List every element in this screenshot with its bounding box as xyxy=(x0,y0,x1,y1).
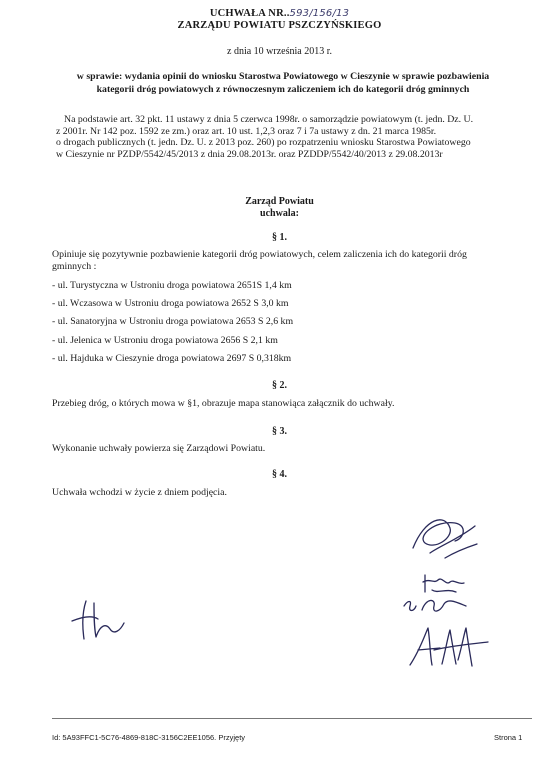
road-item: - ul. Turystyczna w Ustroniu droga powiatowa 2651S 1,4 km xyxy=(52,280,292,291)
road-item: - ul. Sanatoryjna w Ustroniu droga powiatowa 2653 S 2,6 km xyxy=(52,316,294,327)
section-1-intro-line-1: Opiniuje się pozytywnie pozbawienie kategorii dróg powiatowych, celem zaliczenia ich do kategorii dróg xyxy=(52,249,467,260)
issuing-body: ZARZĄDU POWIATU PSZCZYŃSKIEGO xyxy=(177,20,382,31)
road-item: - ul. Jelenica w Ustroniu droga powiatowa 2656 S 2,1 km xyxy=(52,335,278,346)
road-item: - ul. Hajduka w Cieszynie droga powiatowa 2697 S 0,318km xyxy=(52,353,292,364)
signature-3 xyxy=(400,594,480,618)
legal-basis xyxy=(56,114,526,160)
legal-basis-line-1: Na podstawie art. 32 pkt. 11 ustawy z dnia 5 czerwca 1998r. o samorządzie powiatowym (t. jedn. Dz. U. xyxy=(64,114,474,125)
footer-divider xyxy=(52,718,532,719)
signature-5 xyxy=(64,595,144,645)
board-resolves: uchwala: xyxy=(260,208,299,219)
section-2-title: § 2. xyxy=(272,380,287,391)
section-1-title: § 1. xyxy=(272,232,287,243)
board-name: Zarząd Powiatu xyxy=(245,196,314,207)
legal-basis-line-3: o drogach publicznych (t. jedn. Dz. U. z 2013 poz. 260) po rozpatrzeniu wniosku Starostwa Powiatowego xyxy=(56,137,471,148)
subject-line-1: w sprawie: wydania opinii do wniosku Starostwa Powiatowego w Cieszynie w sprawie pozbawienia xyxy=(76,71,490,82)
resolution-date: z dnia 10 września 2013 r. xyxy=(227,46,332,57)
legal-basis-line-4: w Cieszynie nr PZDP/5542/45/2013 z dnia 29.08.2013r. oraz PZDDP/5542/40/2013 z 29.08.2013r xyxy=(56,148,443,160)
board-heading xyxy=(0,196,559,220)
section-1-intro-line-2: gminnych : xyxy=(52,261,97,272)
section-3-title: § 3. xyxy=(272,426,287,437)
road-item: - ul. Wczasowa w Ustroniu droga powiatowa 2652 S 3,0 km xyxy=(52,298,289,309)
section-4-text: Uchwała wchodzi w życie z dniem podjęcia. xyxy=(52,487,227,498)
document-id: Id: 5A93FFC1-5C76-4869-818C-3156C2EE1056. Przyjęty xyxy=(52,733,246,742)
section-4-title: § 4. xyxy=(272,469,287,480)
section-1-intro xyxy=(52,249,532,273)
section-2-text: Przebieg dróg, o których mowa w §1, obrazuje mapa stanowiąca załącznik do uchwały. xyxy=(52,398,395,409)
subject-line-2: kategorii dróg powiatowych z równoczesnym zaliczeniem ich do kategorii dróg gminnych xyxy=(96,84,470,95)
legal-basis-line-2: z 2001r. Nr 142 poz. 1592 ze zm.) oraz art. 10 ust. 1,2,3 oraz 7 i 7a ustawy z dn. 21 marca 1985r. xyxy=(56,125,437,137)
signature-4 xyxy=(400,620,495,675)
section-3-text: Wykonanie uchwały powierza się Zarządowi Powiatu. xyxy=(52,443,266,454)
page-number: Strona 1 xyxy=(494,733,523,742)
resolution-title: UCHWAŁA NR..593/156/13 xyxy=(209,8,350,19)
resolution-title-prefix: UCHWAŁA NR xyxy=(209,8,284,19)
resolution-number-handwritten: 593/156/13 xyxy=(289,8,350,19)
subject xyxy=(48,70,518,96)
signature-1 xyxy=(405,508,485,568)
